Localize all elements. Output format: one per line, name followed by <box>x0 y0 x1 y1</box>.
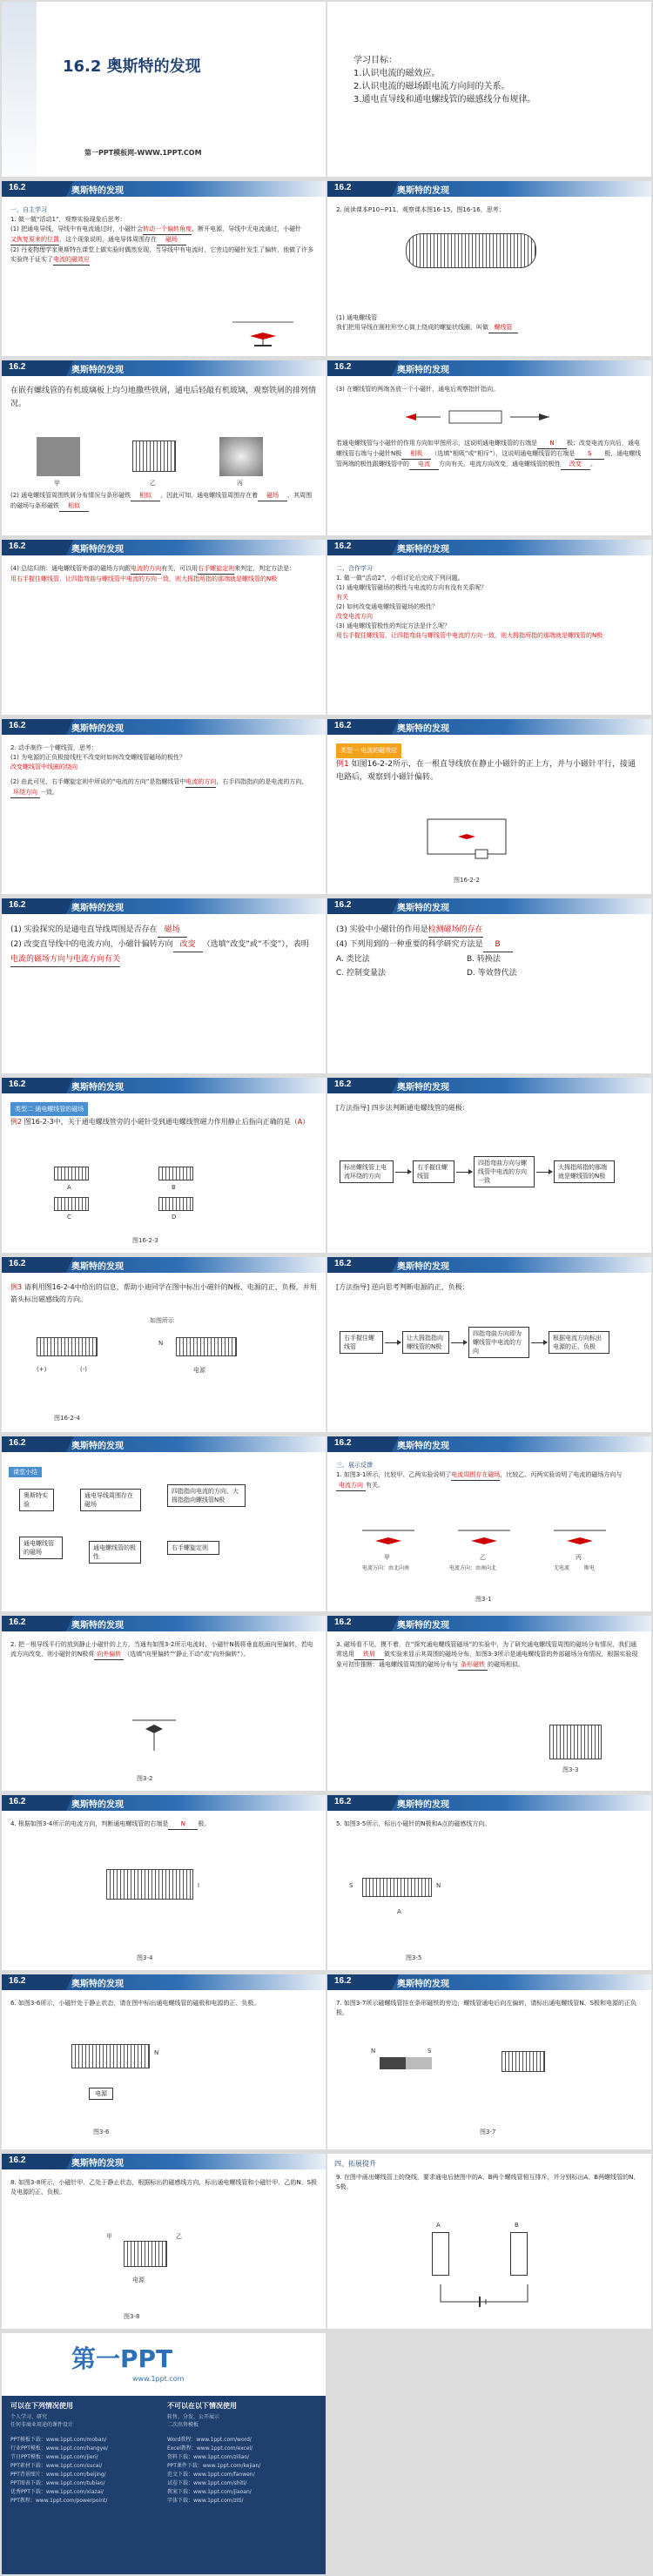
link[interactable]: 范文下载：www.1ppt.com/fanwen/ <box>167 2472 255 2478</box>
slide-header <box>2 1078 326 1097</box>
question: 6. 如图3-6所示，小磁针处于静止状态，请在图中标出通电螺线管的磁极和电源的正、负极。 <box>10 2000 260 2007</box>
section-number: 16.2 <box>9 900 26 910</box>
slide-16[interactable] <box>327 1257 651 1432</box>
answer-text: 有关 <box>336 594 348 601</box>
slide-17[interactable] <box>2 1436 326 1611</box>
figure-caption: 图3-1 <box>475 1596 492 1603</box>
method-flow <box>340 1156 615 1187</box>
answer-text: A <box>297 1118 303 1126</box>
col-title: 可以在下列情况使用 <box>10 2402 73 2410</box>
slide-4[interactable] <box>327 181 651 356</box>
figure-yi <box>132 441 176 472</box>
section-title: 奥斯特的发现 <box>71 724 124 734</box>
slide-body <box>336 564 643 641</box>
figure-caption: 图16-2-2 <box>454 877 480 884</box>
step-box: 大拇指所指的那端就是螺线管的N极 <box>554 1160 615 1183</box>
summary-box: 通电导线周围存在磁场 <box>80 1489 141 1511</box>
coil-label: B <box>515 2222 519 2229</box>
slide-body: (3) 实验中小磁针的作用是检测磁场的存在 (4) 下列用到的一种重要的科学研究方法是 B A. 类比法 B. 转换法 C. 控制变量法 D. 等效替代法 <box>336 923 643 980</box>
answer-blank: 电流方向 <box>336 1481 366 1491</box>
sub-question: (3) 通电螺线管极性的判定方法是什么呢？ <box>336 622 451 629</box>
slide-body: 例3 请利用图16-2-4中给出的信息，帮助小迪同学在图中标出小磁针的N极、电源的正、负极，并用箭头标出磁感线的方向。 <box>10 1283 317 1303</box>
answer-blank: 改变 <box>561 460 590 470</box>
solenoid-image <box>406 233 536 268</box>
coil-a <box>432 2232 449 2276</box>
slide-body: 2. 动手制作一个螺线管，思考： (1) 为电源的正负极接线柱不改变时如何改变螺线管磁场的极性？ 改变螺线管中线圈的绕向 (2) 由此可见，右手螺旋定则中所说的“电流的方向”是指螺线管中电流的方向，右手四指指向的是电流的方向，环绕方向 一致。 <box>10 743 317 798</box>
goal-item: 3.通电直导线和通电螺线管的磁感线分布规律。 <box>353 95 536 104</box>
sub-question: (2) 如何改变通电螺线管磁场的极性？ <box>336 603 439 610</box>
answer-blank: 相似 <box>59 501 89 512</box>
slide-8[interactable] <box>327 540 651 715</box>
step-box: 四指弯曲方向与螺线管中电流的方向一致 <box>474 1156 535 1187</box>
option: B. 转换法 <box>467 955 501 964</box>
figure-label: 甲 <box>54 480 60 487</box>
slide-header <box>327 898 651 918</box>
slide-body: 类型二 通电螺线管的磁场 例2 图16-2-3中，关于通电螺线管旁的小磁针受到通电螺线管磁力作用静止后指向正确的是（A） <box>10 1102 317 1128</box>
figure-caption: 图3-7 <box>480 2129 496 2135</box>
slide-body: 4. 根据如图3-4所示的电流方向，判断通电螺线管的右端是 N 极。 <box>10 1819 317 1830</box>
question: (3) 在螺线管的两端各放一个小磁针，通电后观察指针指向。 <box>336 386 500 393</box>
options-figure: A B C D <box>54 1158 272 1223</box>
answer-blank: 电流的方向 <box>185 777 216 788</box>
terminal-label: (-) <box>80 1366 87 1373</box>
answer-blank: 磁场 <box>258 491 287 501</box>
slide-3[interactable] <box>2 181 326 356</box>
solenoid-answer-figure <box>176 1337 237 1356</box>
answer-blank: 电流周围存在磁场 <box>451 1470 500 1481</box>
section-label: 四、拓展提升 <box>334 2160 376 2168</box>
slide-24[interactable] <box>327 1974 651 2149</box>
answer-blank: 磁场 <box>157 235 186 245</box>
slide-19[interactable] <box>2 1616 326 1791</box>
slide-11[interactable] <box>2 898 326 1073</box>
source-label: 电源 <box>132 2277 145 2283</box>
sub-question: (1) 通电螺线管磁场的极性与电流的方向有没有关系呢？ <box>336 584 488 591</box>
pole-label: S <box>349 1882 353 1889</box>
solenoid-figure <box>106 1869 193 1900</box>
question: 2. 阅读课本P10~P11、观察课本图16-15，图16-16，思考： <box>336 206 505 213</box>
section-number: 16.2 <box>9 1976 26 1986</box>
link[interactable]: PPT教程：www.1ppt.com/powerpoint/ <box>10 2498 108 2504</box>
link-list-1 <box>10 2436 158 2505</box>
section-title: 奥斯特的发现 <box>71 1083 124 1093</box>
link[interactable]: PPT背景图片：www.1ppt.com/beijing/ <box>10 2472 106 2478</box>
figure-label: 丙 <box>237 480 243 487</box>
example-label: 例1 <box>336 760 349 769</box>
slide-5[interactable] <box>2 360 326 535</box>
pole-label: N <box>371 2048 376 2055</box>
step-box: 根据电流方向标出电源的正、负极 <box>549 1331 609 1354</box>
slide-body: 三、展示反馈 1. 如图3-1所示，比较甲、乙两实验说明了电流周围存在磁场，比较乙、丙两实验说明了电流的磁场方向与电流方向 有关。 <box>336 1461 643 1491</box>
bar-magnet <box>380 2057 432 2069</box>
link[interactable]: 资料下载：www.1ppt.com/ziliao/ <box>167 2454 250 2460</box>
section-number: 16.2 <box>9 362 26 372</box>
slide-header <box>2 1974 326 1994</box>
answer-blank: 又恢复原来的位置 <box>10 235 59 245</box>
section-number: 16.2 <box>9 1438 26 1448</box>
answer-text: 改变螺线管中线圈的绕向 <box>10 763 77 770</box>
slide-header <box>327 1616 651 1635</box>
section-title: 奥斯特的发现 <box>71 545 124 555</box>
answer-blank: 相似 <box>131 491 160 501</box>
section-title: 奥斯特的发现 <box>397 1083 449 1093</box>
slide-header <box>2 181 326 200</box>
section-number: 16.2 <box>334 1438 352 1448</box>
section-number: 16.2 <box>9 1797 26 1806</box>
slide-15[interactable] <box>2 1257 326 1432</box>
link[interactable]: PPT课件下载：www.1ppt.com/kejian/ <box>167 2463 261 2469</box>
slide-7[interactable] <box>2 540 326 715</box>
section-title: 奥斯特的发现 <box>397 366 449 375</box>
method-flow <box>340 1327 609 1358</box>
slide-2-goals[interactable] <box>327 2 651 177</box>
circuit-figure <box>423 815 510 863</box>
section-number: 16.2 <box>9 2156 26 2165</box>
section-title: 奥斯特的发现 <box>397 1980 449 1989</box>
pole-label: N <box>436 1882 441 1889</box>
section-title: 奥斯特的发现 <box>397 186 449 196</box>
section-title: 奥斯特的发现 <box>397 904 449 913</box>
answer-blank: 改变 <box>173 938 203 952</box>
figure-caption: 图3-2 <box>137 1775 153 1782</box>
sub-question: (1) 为电源的正负极接线柱不改变时如何改变螺线管磁场的极性？ <box>10 754 186 761</box>
section-label: 二、合作学习 <box>336 565 373 572</box>
slide-body <box>336 205 643 215</box>
figure-caption: 图16-2-3 <box>132 1237 158 1244</box>
title-accent <box>2 2 37 177</box>
answer-text: 改变电流方向 <box>336 613 373 620</box>
figure-caption: 图3-6 <box>93 2129 110 2135</box>
answer-blank: N <box>168 1819 198 1830</box>
slide-header <box>327 181 651 200</box>
figure-label: 乙 <box>150 480 156 487</box>
link[interactable]: Word教程：www.1ppt.com/word/ <box>167 2437 252 2443</box>
figure-bing <box>219 437 263 476</box>
answer-text: 用右手握住螺线管，让四指弯曲与螺线管中电流的方向一致，则大拇指所指的那端就是螺线管的N极 <box>10 575 278 582</box>
section-number: 16.2 <box>334 1618 352 1627</box>
pole-label: N <box>154 2049 159 2056</box>
answer-blank: S <box>575 449 604 460</box>
slide-body: 3. 磁场看不见，摸不着，在“探究通电螺线管磁场”的实验中，为了研究通电螺线管周围的磁场分布情况，我们通常选用 铁屑 做实验来显示其周围的磁场分布，如图3-3所示是通电螺线管的外部磁场分布情况，根据实验现象可初步推断：通电螺线管周围的磁场分布与 条形磁铁 的磁场相似。 <box>336 1640 643 1671</box>
answer-blank: B <box>483 938 513 952</box>
figure-caption: 图3-4 <box>137 1954 153 1961</box>
sub-question: (1) 通电螺线管 <box>336 314 378 321</box>
figure-jia <box>37 437 80 476</box>
section-number: 16.2 <box>9 1079 26 1089</box>
step-box: 右手握住螺线管 <box>340 1331 383 1354</box>
summary-tag: 课堂小结 <box>9 1467 42 1477</box>
section-title: 奥斯特的发现 <box>71 1800 124 1810</box>
section-title: 奥斯特的发现 <box>397 545 449 555</box>
solenoid-figure <box>502 2051 545 2072</box>
slide-27-credits[interactable] <box>2 2333 326 2574</box>
slide-13[interactable] <box>2 1078 326 1253</box>
section-title: 奥斯特的发现 <box>71 1262 124 1272</box>
question: 1. 做一做“活动2”，小组讨论后完成下列问题。 <box>336 575 464 582</box>
slide-10[interactable] <box>327 719 651 894</box>
example-label: 例3 <box>10 1283 23 1291</box>
section-number: 16.2 <box>334 541 352 551</box>
slide-header <box>327 1974 651 1994</box>
slide-header <box>2 1795 326 1814</box>
slide-body: 类型一 电流的磁效应 例1 如图16-2-2所示，在一根直导线放在静止小磁针的正上方，并与小磁针平行，接通电路后，观察到小磁针偏转。 <box>336 743 643 784</box>
slide-26[interactable] <box>327 2154 651 2329</box>
link[interactable]: 节日PPT模板：www.1ppt.com/jieri/ <box>10 2454 98 2460</box>
step-box: 四指弯曲方向即为螺线管中电流的方向 <box>468 1327 529 1358</box>
compass-label: 甲 <box>106 2233 112 2240</box>
answer-blank: 电流 <box>409 460 439 470</box>
solenoid-figure <box>71 2044 150 2068</box>
question: 2. 动手制作一个螺线管，思考： <box>10 744 98 751</box>
section-title: 奥斯特的发现 <box>71 2159 124 2169</box>
slide-18[interactable] <box>327 1436 651 1611</box>
link[interactable]: 行业PPT模板：www.1ppt.com/hangye/ <box>10 2445 108 2452</box>
slide-22[interactable] <box>327 1795 651 1970</box>
method-title: [方法指导] 逆向思考判断电源的正、负极： <box>336 1283 469 1291</box>
slide-9[interactable] <box>2 719 326 894</box>
link[interactable]: 优秀PPT下载：www.1ppt.com/xiazai/ <box>10 2489 104 2495</box>
section-title: 奥斯特的发现 <box>71 186 124 196</box>
slide-body: 一、自主学习 1. 做一做“活动1”，观察实验现象后思考： (1) 把通电导线，导线中有电流通过时，小磁针会转动一个偏转角度，断开电源，导线中无电流通过，小磁针又恢复原来的位置，这个现象说明，通电导体周围存在 磁场 (2) 丹麦物理学家奥斯特在课堂上做实验时偶然发现，当导线中有电流时，它旁边的磁针发生了偏转，他做了许多实验终于证实了电流的磁效应 <box>10 205 317 266</box>
question: 7. 如图3-7所示磁螺线管挂在条形磁铁的旁边，螺线管通电后向左偏转，请标出通电螺线管N、S极和电源的正负极。 <box>336 2000 637 2016</box>
summary-box: 右手螺旋定则 <box>167 1541 219 1555</box>
question: 1. 做一做“活动1”，观察实验现象后思考： <box>10 216 126 223</box>
answer-blank: 磁场 <box>158 923 187 938</box>
type-tag: 类型二 通电螺线管的磁场 <box>10 1102 88 1116</box>
example-label: 例2 <box>10 1118 23 1126</box>
intro-text: 在嵌有螺线管的有机玻璃板上均匀地撒些铁屑，通电后轻敲有机玻璃，观察铁屑的排列情况。 <box>10 387 317 408</box>
answer-blank: 条形磁铁 <box>458 1660 488 1671</box>
answer-blank: 向外偏转 <box>94 1650 124 1660</box>
link[interactable]: 试卷下载：www.1ppt.com/shiti/ <box>167 2480 247 2486</box>
type-tag: 类型一 电流的磁效应 <box>336 743 401 758</box>
solenoid-compass-figure <box>406 404 554 430</box>
slide-12[interactable] <box>327 898 651 1073</box>
solenoid-figure <box>124 2241 167 2267</box>
answer-blank: 电流的磁效应 <box>53 255 90 266</box>
slide-header <box>2 2154 326 2173</box>
figure-caption: 图3-3 <box>562 1766 579 1773</box>
summary-box: 通电螺线管的磁场 <box>19 1537 63 1559</box>
section-title: 奥斯特的发现 <box>397 1262 449 1272</box>
figure-caption: 图3-8 <box>124 2313 140 2320</box>
slide-header <box>327 540 651 559</box>
question: 8. 如图3-8所示，小磁针甲、乙处于静止状态，根据标出的磁感线方向，标出通电螺线管和小磁针甲、乙的N、S极及电源的正、负极。 <box>10 2179 318 2196</box>
slide-header <box>2 1436 326 1456</box>
slide-23[interactable] <box>2 1974 326 2149</box>
answer-blank: 检测磁场的存在 <box>428 923 483 938</box>
section-number: 16.2 <box>334 1976 352 1986</box>
terminal-label: (+) <box>37 1366 47 1373</box>
section-label: 三、展示反馈 <box>336 1462 373 1469</box>
step-box: 标出螺线管上电流环绕的方向 <box>340 1160 394 1183</box>
link-list-2 <box>167 2436 315 2505</box>
slide-14[interactable] <box>327 1078 651 1253</box>
section-title: 奥斯特的发现 <box>71 1621 124 1631</box>
answer-blank: 环绕方向 <box>10 788 40 798</box>
slide-header <box>327 1436 651 1456</box>
slide-body: (4) 总结归纳：通电螺线管外部的磁场方向跟电流的方向有关，可以用右手螺旋定则来判定，判定方法是： 用右手握住螺线管，让四指弯曲与螺线管中电流的方向一致，则大拇指所指的那端就是螺线管的N极 <box>10 564 317 584</box>
figure-caption: 图16-2-4 <box>54 1415 80 1422</box>
slide-header <box>2 360 326 380</box>
goal-block <box>353 54 536 106</box>
col2-lines: 转售、分发、公开展示 二次出售模板 <box>167 2414 220 2428</box>
compass-figure <box>232 312 293 346</box>
section-number: 16.2 <box>334 900 352 910</box>
slide-header <box>327 1795 651 1814</box>
section-number: 16.2 <box>334 721 352 730</box>
section-title: 奥斯特的发现 <box>71 1980 124 1989</box>
coil-label: A <box>436 2222 441 2229</box>
section-title: 奥斯特的发现 <box>397 1621 449 1631</box>
col-title: 不可以在以下情况使用 <box>167 2402 237 2410</box>
summary-box: 通电螺线管的极性 <box>89 1541 141 1564</box>
point-label: A <box>397 1908 401 1915</box>
section-number: 16.2 <box>9 541 26 551</box>
option: D. 等效替代法 <box>467 969 517 978</box>
answer-blank: 电流的方向 <box>131 564 161 575</box>
col1-lines: 个人学习、研究 任何非商业用途的课件设计 <box>10 2414 74 2428</box>
section-number: 16.2 <box>9 721 26 730</box>
slide-header <box>2 1257 326 1276</box>
circuit-wire <box>432 2284 536 2310</box>
answer-blank: 右手螺旋定则 <box>198 564 234 575</box>
summary-box: 奥斯特实验 <box>19 1489 54 1511</box>
source-label: 电源 <box>193 1367 205 1374</box>
section-title: 奥斯特的发现 <box>397 1442 449 1451</box>
answer-text: 用右手握住螺线管，让四指弯曲与螺线管中电流的方向一致，则大拇指所指的那端就是螺线管的N极 <box>336 632 603 639</box>
section-number: 16.2 <box>334 1259 352 1268</box>
answer-text: 如图所示 <box>150 1317 174 1324</box>
slide-body-2: (1) 通电螺线管 我们把用导线在圆柱形空心筒上绕成的螺旋状线圈，叫做 螺线管 <box>336 313 643 333</box>
slide-body: (1) 实验探究的是通电直导线周围是否存在 磁场 (2) 改变直导线中的电流方向，小磁针偏转方向 改变 （选填“改变”或“不变”），表明电流的磁场方向与电流方向有关 <box>10 923 317 967</box>
page-title: 16.2 奥斯特的发现 <box>63 57 201 76</box>
slide-21[interactable] <box>2 1795 326 1970</box>
section-title: 奥斯特的发现 <box>71 904 124 913</box>
slide-body: 2. 把一根导线平行的放到静止小磁针的上方，当通有如图3-2所示电流时，小磁针N极将垂直纸面向里偏转，若电流方向改变，则小磁针的N极将 向外偏转 （选填“向里偏转”“静止不动”或“向外偏转”）。 <box>10 1640 317 1660</box>
section-label: 一、自主学习 <box>10 206 47 213</box>
slide-header <box>327 1078 651 1097</box>
slide-body: (2) 通电螺线管周围铁屑分布情况与条形磁铁 相似 ，因此可知，通电螺线管周围存在着 磁场 ，其周围的磁场与条形磁铁 相似 <box>10 491 317 512</box>
link[interactable]: PPT模板下载：www.1ppt.com/moban/ <box>10 2437 107 2443</box>
slide-20[interactable] <box>327 1616 651 1791</box>
slide-header <box>2 898 326 918</box>
goal-item: 2.认识电流的磁场跟电流方向间的关系。 <box>353 82 510 91</box>
slide-6[interactable] <box>327 360 651 535</box>
figure-caption: 图3-5 <box>406 1954 422 1961</box>
answer-blank: N <box>537 439 567 449</box>
answer-blank: 相吸 <box>401 449 431 460</box>
goal-title: 学习目标： <box>353 56 397 65</box>
answer-blank: 电流的磁场方向与电流方向有关 <box>10 952 120 967</box>
section-number: 16.2 <box>9 1259 26 1268</box>
wire-compass-figure <box>132 1712 176 1755</box>
link[interactable]: PPT图表下载：www.1ppt.com/tubiao/ <box>10 2480 105 2486</box>
section-title: 奥斯特的发现 <box>397 1800 449 1810</box>
experiment-figures: 甲 乙 丙 电流方向：由北向南 电流方向：由南向北 无电流 断电 <box>362 1523 615 1576</box>
section-number: 16.2 <box>334 1079 352 1089</box>
section-title: 奥斯特的发现 <box>71 1442 124 1451</box>
slide-header <box>327 360 651 380</box>
section-number: 16.2 <box>334 362 352 372</box>
question: 9. 在图中画出螺线管上的绕线，要求通电后使图中的A、B两个螺线管相互排斥，并分别标出A、B两螺线管的N、S极。 <box>336 2174 640 2190</box>
pole-label: N <box>158 1340 164 1347</box>
iron-filings-figure <box>549 1725 602 1759</box>
solenoid-figure <box>362 1878 432 1897</box>
step-box: 让大拇指指向螺线管的N极 <box>402 1331 449 1354</box>
brand-url: www.1ppt.com <box>132 2375 185 2383</box>
section-number: 16.2 <box>9 183 26 192</box>
answer-blank: 转动一个偏转角度 <box>143 225 192 235</box>
summary-box: 四指指向电流的方向，大拇指指向螺线管N极 <box>167 1484 246 1507</box>
slide-header <box>2 540 326 559</box>
section-title: 奥斯特的发现 <box>397 724 449 734</box>
step-box: 右手握住螺线管 <box>413 1160 454 1183</box>
section-number: 16.2 <box>9 1618 26 1627</box>
answer-blank: 铁屑 <box>354 1650 384 1660</box>
brand-logo: 第一PPT <box>71 2344 173 2373</box>
link[interactable]: PPT素材下载：www.1ppt.com/sucai/ <box>10 2463 103 2469</box>
slide-25[interactable] <box>2 2154 326 2329</box>
link[interactable]: 教案下载：www.1ppt.com/jiaoan/ <box>167 2489 252 2495</box>
option: A. 类比法 <box>336 955 370 964</box>
question: 5. 如图3-5所示，标出小磁针的N极和A点的磁感线方向。 <box>336 1820 491 1827</box>
answer-blank: 螺线管 <box>488 323 518 333</box>
slide-header <box>327 719 651 738</box>
link[interactable]: Excel教程：www.1ppt.com/excel/ <box>167 2445 253 2452</box>
compass-label: 乙 <box>176 2233 182 2240</box>
pole-label: S <box>427 2048 432 2055</box>
coil-b <box>510 2232 528 2276</box>
source-label: 电源 <box>89 2088 113 2100</box>
site-label: 第一PPT模板网-WWW.1PPT.COM <box>84 149 202 157</box>
option: C. 控制变量法 <box>336 969 387 978</box>
slide-header <box>2 1616 326 1635</box>
goal-item: 1.认识电流的磁效应。 <box>353 69 441 78</box>
section-title: 奥斯特的发现 <box>71 366 124 375</box>
section-number: 16.2 <box>334 1797 352 1806</box>
solenoid-figure <box>37 1337 98 1356</box>
link[interactable]: 字体下载：www.1ppt.com/ziti/ <box>167 2498 244 2504</box>
slide-1-title[interactable] <box>2 2 326 177</box>
section-number: 16.2 <box>334 183 352 192</box>
method-title: [方法指导] 四步法判断通电螺线管的磁极： <box>336 1104 469 1112</box>
slide-header <box>2 719 326 738</box>
current-label: I <box>198 1882 200 1889</box>
slide-body: 若通电螺线管与小磁针的作用方向如甲图所示，这说明通电螺线管的右端是 N 极；改变电流方向后，通电螺线管右端与小磁针N极 相吸 （选填“相吸”或“相斥”），这说明通电螺线管的右端是 S 极，通电螺线管两端的极性跟螺线管中的 电流 方向有关。电流方向改变，通电螺线管的极性 改变 。 <box>336 439 643 470</box>
slide-header <box>327 1257 651 1276</box>
